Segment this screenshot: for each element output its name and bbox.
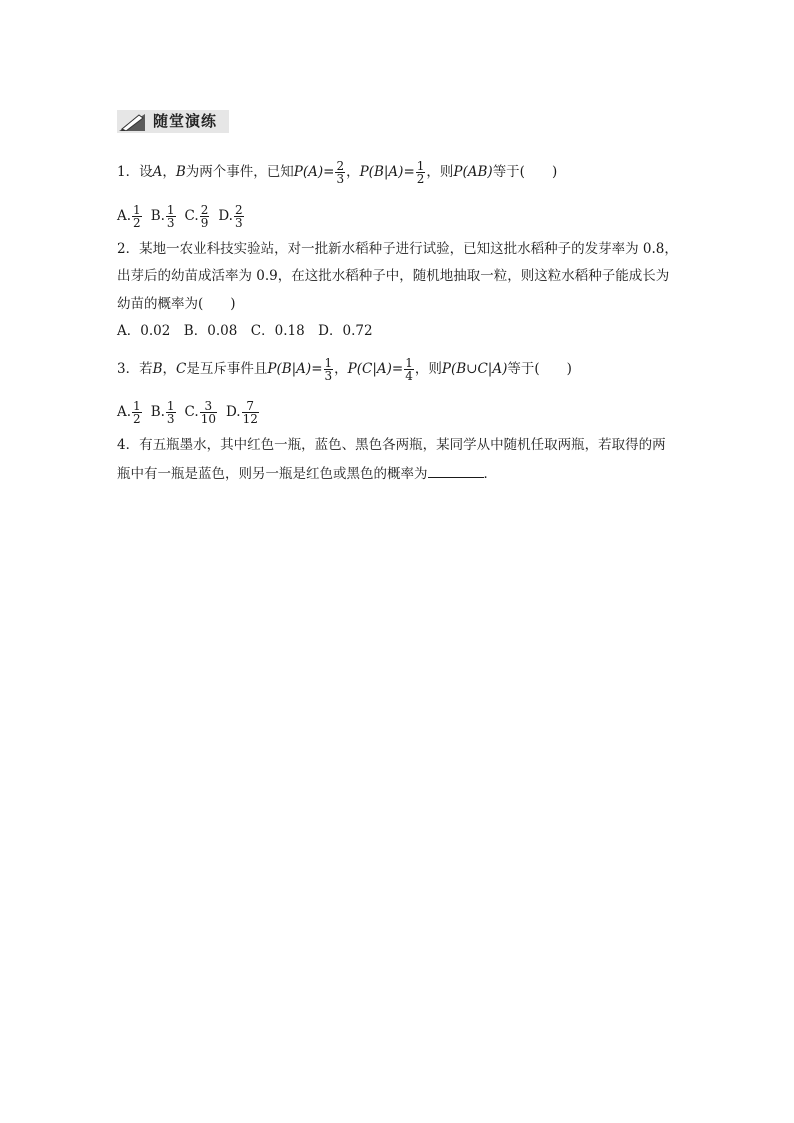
option-b[interactable]: B. $\frac{1}{3}$: [150, 203, 175, 230]
option-b[interactable]: B. $\frac{1}{3}$: [150, 399, 175, 426]
option-a[interactable]: A. $\frac{1}{2}$: [117, 399, 141, 426]
fraction: $\frac{1}{4}$: [405, 356, 413, 383]
option-d[interactable]: D. $\frac{2}{3}$: [218, 203, 243, 230]
question-2-line-2: 出芽后的幼苗成活率为 0.9，在这批水稻种子中，随机地抽取一粒，则这粒水稻种子能成长为: [117, 268, 670, 284]
option-c[interactable]: C. $\frac{2}{9}$: [184, 203, 209, 230]
question-1-options: [117, 204, 253, 229]
question-2-line-1: 2．某地一农业科技实验站，对一批新水稻种子进行试验，已知这批水稻种子的发芽率为 0.8，: [117, 241, 678, 257]
option-a[interactable]: A. $\frac{1}{2}$: [117, 203, 141, 230]
question-1: 1．设A，B为两个事件，已知P(A)= $\frac{2}{3}$ ，P(B|A)= $\frac{1}{2}$ ，则P(AB)等于( ): [117, 159, 558, 186]
question-4-line-1: 4．有五瓶墨水，其中红色一瓶，蓝色、黑色各两瓶，某同学从中随机任取两瓶，若取得的两: [117, 437, 666, 453]
fraction: $\frac{1}{3}$: [324, 356, 333, 383]
fraction: $\frac{2}{3}$: [336, 159, 345, 186]
question-4-line-2: 瓶中有一瓶是蓝色，则另一瓶是红色或黑色的概率为 ．: [117, 466, 497, 482]
question-3: 3．若B，C是互斥事件且P(B|A)= $\frac{1}{3}$ ，P(C|A)= $\frac{1}{4}$ ，则P(B∪C|A)等于( ): [117, 356, 572, 383]
section-banner: [117, 110, 229, 133]
fraction: $\frac{1}{2}$: [416, 159, 425, 186]
answer-blank[interactable]: [428, 464, 484, 478]
option-d[interactable]: D. $\frac{7}{12}$: [225, 399, 258, 426]
question-2-line-3: 幼苗的概率为( ): [117, 296, 236, 312]
question-2-options: A．0.02 B．0.08 C．0.18 D．0.72: [117, 323, 373, 339]
section-title: 随堂演练: [153, 112, 218, 130]
pencil-ruler-icon: [119, 112, 145, 131]
option-c[interactable]: C. $\frac{3}{10}$: [184, 399, 216, 426]
question-3-options: [117, 400, 268, 425]
